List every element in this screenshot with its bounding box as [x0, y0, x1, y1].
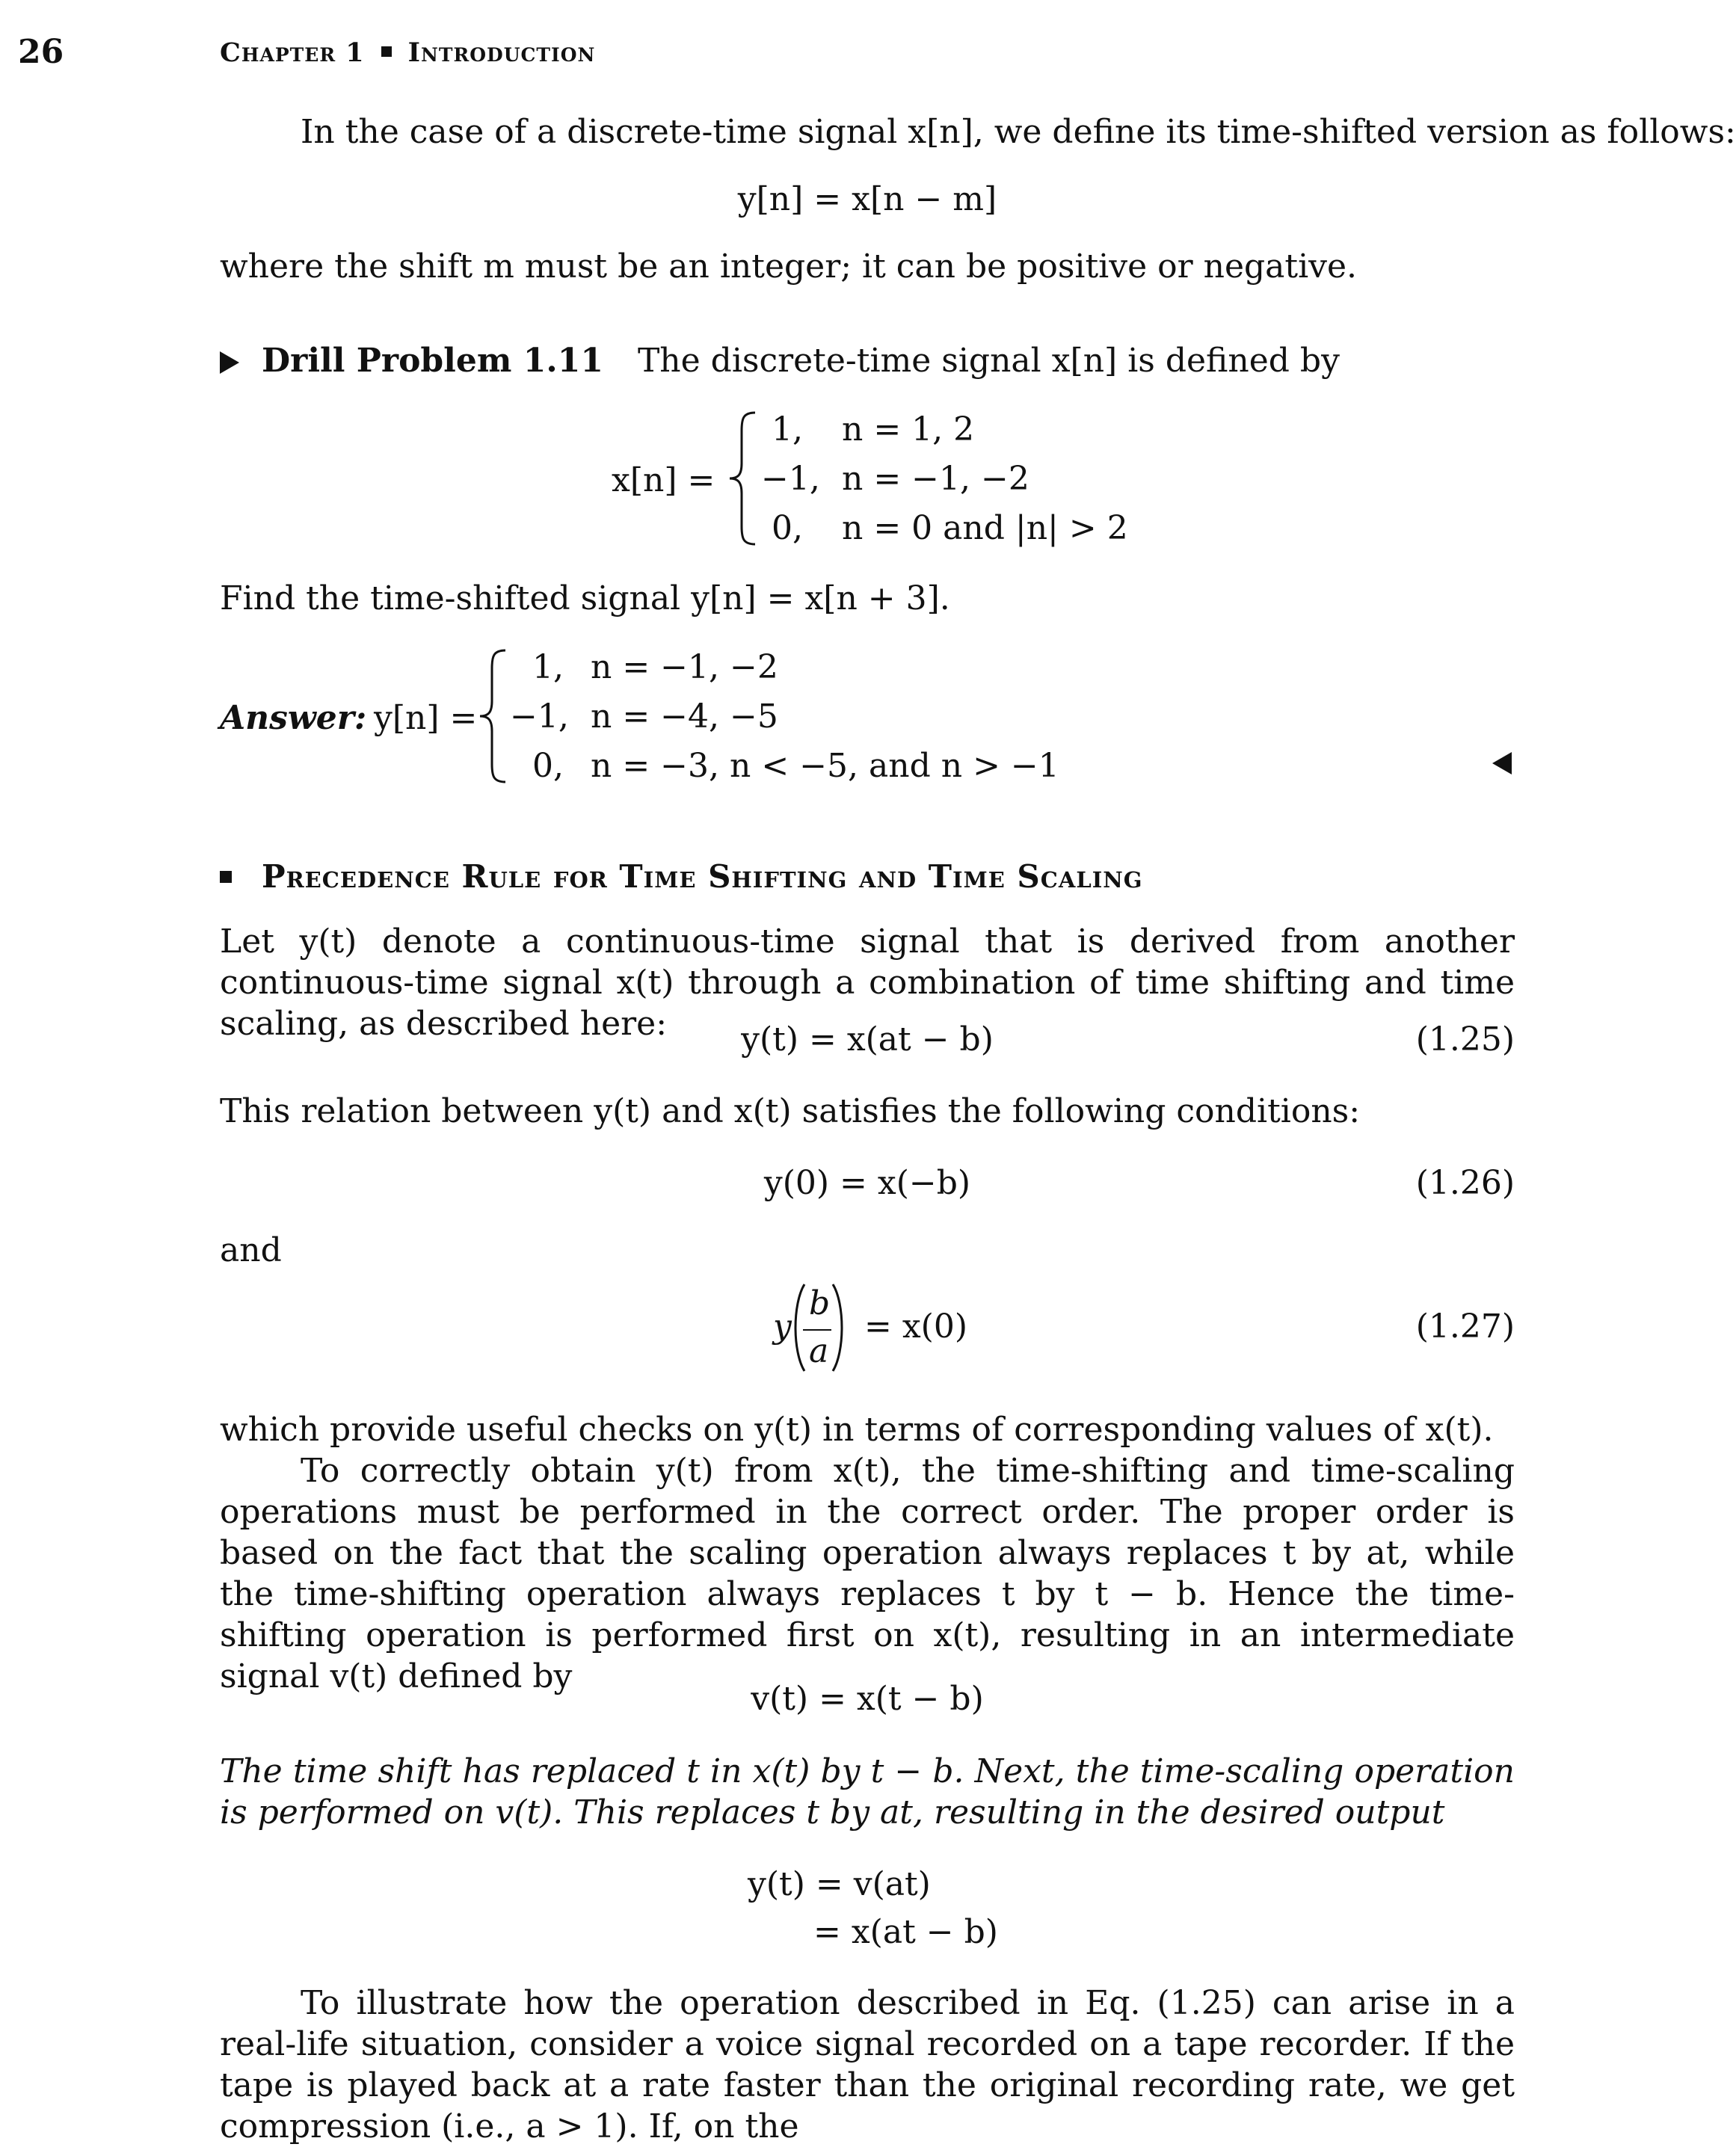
answer-case-3-value: 0,	[532, 747, 564, 785]
answer-case-2-condition: n = −4, −5	[591, 697, 778, 736]
equation-v: v(t) = x(t − b)	[751, 1680, 984, 1718]
section-heading	[220, 858, 1143, 895]
section-title: Precedence Rule for Time Shifting and Time Scaling	[262, 858, 1143, 895]
equation-number-1-27: (1.27)	[1415, 1307, 1515, 1346]
def-case-1-condition: n = 1, 2	[842, 410, 975, 449]
equation-y-line-2: = x(at − b)	[813, 1913, 998, 1951]
intro-equation: y[n] = x[n − m]	[737, 180, 997, 218]
answer-label: Answer:	[220, 699, 367, 737]
eq127-y: y	[773, 1307, 792, 1346]
eq127-numerator: b	[809, 1284, 831, 1322]
eq127-denominator: a	[809, 1332, 829, 1370]
page-number: 26	[18, 33, 64, 71]
def-lhs: x[n] =	[612, 461, 715, 499]
drill-arrow-icon	[220, 351, 239, 374]
intro-after: where the shift m must be an integer; it can be positive or negative.	[220, 247, 1358, 286]
def-brace-icon	[725, 410, 760, 547]
answer-case-3-condition: n = −3, n < −5, and n > −1	[591, 747, 1059, 785]
drill-find: Find the time-shifted signal y[n] = x[n + 3].	[220, 579, 950, 617]
def-case-3-condition: n = 0 and |n| > 2	[842, 509, 1128, 547]
equation-1-26: y(0) = x(−b)	[763, 1164, 971, 1202]
answer-case-1-value: 1,	[532, 648, 564, 686]
answer-case-2-value: −1,	[510, 697, 569, 736]
answer-brace-icon	[475, 647, 510, 785]
running-header	[220, 37, 595, 68]
section-paragraph-5: The time shift has replaced t in x(t) by t − b. Next, the time-scaling operation is performed on v(t). This replaces t by at, resulting in the desired output	[220, 1752, 1515, 1832]
equation-1-25: y(t) = x(at − b)	[741, 1020, 994, 1059]
intro-line: In the case of a discrete-time signal x[n], we define its time-shifted version as follows:	[301, 113, 1736, 151]
answer-lhs: y[n] =	[374, 699, 478, 737]
section-paragraph-1: Let y(t) denote a continuous-time signal that is derived from another continuous-time signal x(t) through a combination of time shifting and time scaling, as described here:	[220, 922, 1515, 1043]
chapter-title: Introduction	[407, 37, 596, 68]
eq127-right-paren-icon	[830, 1281, 849, 1374]
drill-end-arrow-icon	[1492, 752, 1512, 774]
drill-header	[220, 341, 1340, 381]
eq127-left-paren-icon	[788, 1281, 807, 1374]
section-paragraph-6: To illustrate how the operation described in Eq. (1.25) can arise in a real-life situation, consider a voice signal recorded on a tape recorder. If the tape is played back at a rate faster than the original recording rate, we get compression (i.e., a > 1). If, on the	[220, 1984, 1515, 2146]
def-case-2-value: −1,	[761, 460, 820, 498]
chapter-label: Chapter 1	[220, 37, 365, 68]
eq127-rhs: = x(0)	[864, 1307, 967, 1346]
equation-number-1-26: (1.26)	[1415, 1164, 1515, 1202]
eq127-fraction-bar	[803, 1329, 831, 1331]
def-case-1-value: 1,	[772, 410, 803, 449]
def-case-2-condition: n = −1, −2	[842, 460, 1029, 498]
equation-number-1-25: (1.25)	[1415, 1020, 1515, 1059]
drill-statement: The discrete-time signal x[n] is defined by	[637, 342, 1340, 380]
section-paragraph-3: which provide useful checks on y(t) in terms of corresponding values of x(t).	[220, 1411, 1494, 1449]
def-case-3-value: 0,	[772, 509, 803, 547]
and-text: and	[220, 1231, 282, 1269]
header-bullet-icon	[381, 46, 392, 57]
drill-label: Drill Problem 1.11	[262, 342, 603, 380]
equation-y-line-1: y(t) = v(at)	[748, 1865, 931, 1903]
section-paragraph-2: This relation between y(t) and x(t) satisfies the following conditions:	[220, 1092, 1361, 1130]
answer-case-1-condition: n = −1, −2	[591, 648, 778, 686]
section-bullet-icon	[220, 871, 232, 883]
section-paragraph-4: To correctly obtain y(t) from x(t), the time-shifting and time-scaling operations must be performed in the correct order. The proper order is based on the fact that the scaling operation always replaces t by at, while the time-shifting operation always replaces t by t − b. Hence the time-shifting operation is performed first on x(t), resulting in an intermediate signal v(t) defined by	[220, 1452, 1515, 1695]
